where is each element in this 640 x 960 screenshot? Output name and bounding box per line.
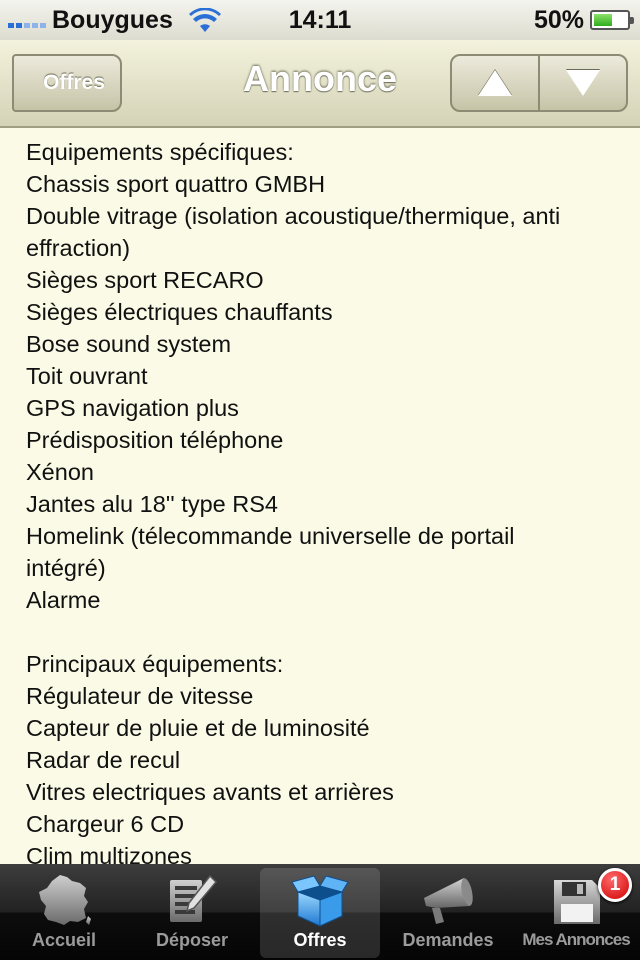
arrow-down-icon: [566, 70, 600, 96]
notification-badge: 1: [598, 868, 632, 902]
tab-offres[interactable]: [256, 864, 384, 960]
text-line: Principaux équipements:: [26, 651, 284, 677]
tab-label: Accueil: [31, 930, 97, 950]
text-line: Toit ouvrant: [26, 363, 148, 389]
battery-percentage: 50%: [533, 6, 584, 34]
text-line: Vitres electriques avants et arrières: [26, 779, 394, 805]
text-line: Alarme: [26, 587, 101, 613]
text-line: Bose sound system: [26, 331, 232, 357]
battery-icon: [590, 10, 630, 30]
clock: 14:11: [288, 6, 352, 34]
open-box-icon: [290, 872, 350, 928]
status-bar: [0, 0, 640, 40]
tab-deposer[interactable]: [128, 864, 256, 960]
next-listing-button[interactable]: [538, 56, 626, 110]
text-line: Homelink (télecommande universelle de portail: [26, 523, 515, 549]
previous-listing-button[interactable]: [452, 56, 538, 110]
specific-equipment-section: [26, 136, 620, 616]
tab-label: Offres: [293, 930, 347, 950]
text-line: intégré): [26, 555, 106, 581]
text-line: GPS navigation plus: [26, 395, 239, 421]
tab-demandes[interactable]: [384, 864, 512, 960]
text-line: Sièges électriques chauffants: [26, 299, 333, 325]
floppy-disk-icon: [546, 872, 606, 928]
megaphone-icon: [418, 872, 478, 928]
text-line: Double vitrage (isolation acoustique/thermique, anti: [26, 203, 561, 229]
tab-mes-annonces[interactable]: [512, 864, 640, 960]
text-line: Régulateur de vitesse: [26, 683, 254, 709]
navigation-bar: [0, 40, 640, 128]
page-title: Annonce: [242, 58, 397, 99]
prev-next-segmented-control: [450, 54, 628, 112]
text-line: Prédisposition téléphone: [26, 427, 284, 453]
arrow-up-icon: [478, 70, 512, 96]
tab-label: Mes Annonces: [522, 930, 630, 949]
text-line: Radar de recul: [26, 747, 181, 773]
text-line: Jantes alu 18'' type RS4: [26, 491, 278, 517]
tab-bar: [0, 864, 640, 960]
text-line: Sièges sport RECARO: [26, 267, 264, 293]
text-line: Chassis sport quattro GMBH: [26, 171, 326, 197]
carrier-name: Bouygues: [52, 6, 173, 34]
text-line: Equipements spécifiques:: [26, 139, 294, 165]
france-map-icon: [34, 872, 94, 928]
tab-label: Déposer: [155, 930, 229, 950]
back-button[interactable]: [12, 54, 122, 112]
text-line: Capteur de pluie et de luminosité: [26, 715, 370, 741]
main-equipment-section: [26, 648, 620, 864]
text-line: Clim multizones: [26, 843, 192, 864]
form-pen-icon: [162, 872, 222, 928]
back-button-label: Offres: [43, 71, 105, 94]
text-line: Chargeur 6 CD: [26, 811, 185, 837]
text-line: Xénon: [26, 459, 94, 485]
listing-description[interactable]: [0, 130, 640, 864]
text-line: effraction): [26, 235, 131, 261]
tab-label: Demandes: [402, 930, 494, 950]
tab-accueil[interactable]: [0, 864, 128, 960]
